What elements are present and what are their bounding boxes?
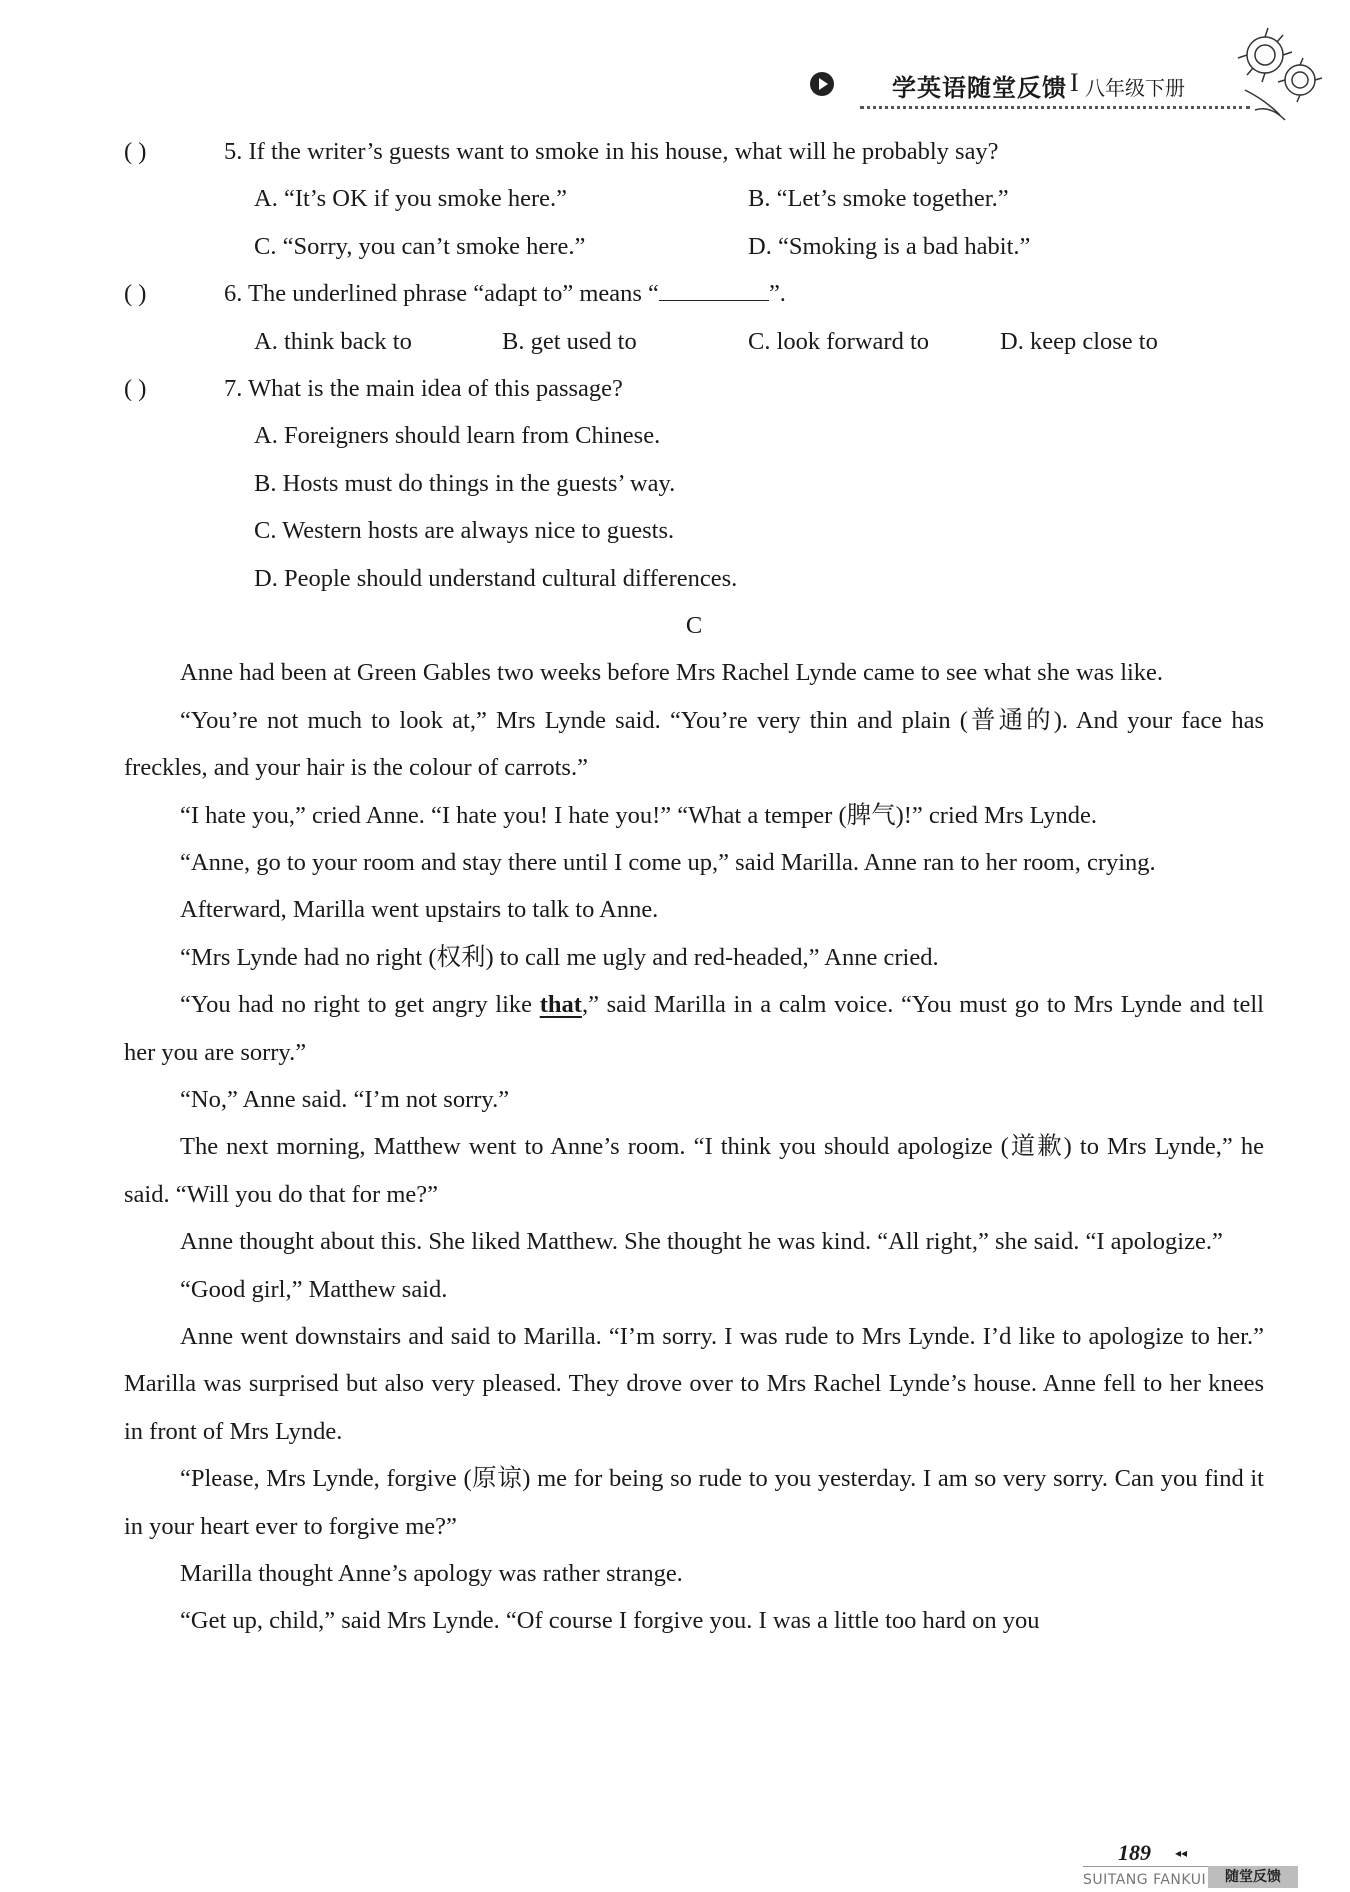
footer-badge: 随堂反馈	[1208, 1866, 1298, 1888]
passage-paragraph: Anne went downstairs and said to Marilla. “I’m sorry. I was rude to Mrs Lynde. I’d like to apologize to her.” Marilla was surprised but also very pleased. They drove over to Mrs Rachel Lynde’s house. Anne fell to her knees in front of Mrs Lynde.	[124, 1322, 1264, 1445]
option-d: D. “Smoking is a bad habit.”	[748, 232, 1031, 260]
question-7	[124, 365, 1264, 412]
option-row	[124, 175, 1264, 222]
option-d: D. People should understand cultural differences.	[254, 564, 738, 592]
option-d: D. keep close to	[1000, 327, 1158, 355]
book-subtitle: 八年级下册	[1085, 76, 1185, 100]
option-c: C. look forward to	[748, 327, 929, 355]
passage-paragraph: Afterward, Marilla went upstairs to talk to Anne.	[180, 896, 659, 924]
option-row	[124, 507, 1264, 554]
passage-paragraph: “Please, Mrs Lynde, forgive (原谅) me for being so rude to you yesterday. I am so very sorry. Can you find it in your heart ever to forgive me?”	[124, 1465, 1264, 1540]
question-6	[124, 270, 1264, 317]
passage-paragraph: “You had no right to get angry like that,” said Marilla in a calm voice. “You must go to Mrs Lynde and tell her you are sorry.”	[124, 991, 1264, 1066]
page-number: 189	[1118, 1840, 1151, 1865]
answer-paren: ( )	[124, 374, 147, 402]
header-dotted-rule	[860, 106, 1250, 109]
answer-blank	[659, 276, 769, 302]
question-text: 7. What is the main idea of this passage?	[224, 374, 623, 402]
passage-paragraph: “Mrs Lynde had no right (权利) to call me ugly and red-headed,” Anne cried.	[180, 943, 939, 971]
title-separator: I	[1070, 68, 1079, 97]
flower-decoration-icon	[1225, 20, 1335, 130]
answer-paren: ( )	[124, 138, 147, 165]
option-c: C. “Sorry, you can’t smoke here.”	[254, 232, 586, 260]
option-row	[124, 555, 1264, 602]
answer-paren: ( )	[124, 280, 147, 308]
question-5	[124, 128, 1264, 175]
page-content	[124, 128, 1264, 1645]
passage-paragraph: Anne had been at Green Gables two weeks before Mrs Rachel Lynde came to see what she was like.	[180, 659, 1164, 687]
option-a: A. Foreigners should learn from Chinese.	[254, 422, 661, 450]
option-row	[124, 318, 1264, 365]
question-text: 6. The underlined phrase “adapt to” means “ ”.	[224, 270, 786, 317]
option-a: A. “It’s OK if you smoke here.”	[254, 185, 567, 213]
book-title: 学英语随堂反馈	[892, 74, 1067, 102]
question-text: 5. If the writer’s guests want to smoke in his house, what will he probably say?	[224, 138, 999, 165]
passage-paragraph: “Good girl,” Matthew said.	[180, 1275, 448, 1303]
option-row	[124, 412, 1264, 459]
passage-paragraph: “No,” Anne said. “I’m not sorry.”	[180, 1085, 510, 1113]
passage-paragraph: Marilla thought Anne’s apology was rather strange.	[180, 1560, 683, 1588]
passage-paragraph: Anne thought about this. She liked Matthew. She thought he was kind. “All right,” she said. “I apologize.”	[180, 1228, 1223, 1256]
option-b: B. “Let’s smoke together.”	[748, 185, 1009, 213]
option-b: B. Hosts must do things in the guests’ way.	[254, 469, 676, 497]
footer-brand: SUITANG FANKUI	[1083, 1872, 1207, 1888]
option-row	[124, 460, 1264, 507]
option-b: B. get used to	[502, 327, 637, 355]
underlined-word: that	[539, 991, 582, 1019]
passage-paragraph: The next morning, Matthew went to Anne’s room. “I think you should apologize (道歉) to Mrs Lynde,” he said. “Will you do that for me?”	[124, 1133, 1264, 1208]
passage-paragraph: “Anne, go to your room and stay there until I come up,” said Marilla. Anne ran to her room, crying.	[180, 848, 1156, 876]
option-row	[124, 223, 1264, 270]
back-arrows-icon: ◂◂	[1175, 1846, 1188, 1860]
page-header	[810, 60, 1270, 110]
passage-paragraph: “You’re not much to look at,” Mrs Lynde said. “You’re very thin and plain (普通的). And your face has freckles, and your hair is the colour of carrots.”	[124, 706, 1264, 782]
option-a: A. think back to	[254, 327, 412, 355]
section-heading: C	[685, 611, 703, 639]
option-c: C. Western hosts are always nice to guests.	[254, 517, 675, 545]
passage-paragraph: “Get up, child,” said Mrs Lynde. “Of course I forgive you. I was a little too hard on you	[180, 1607, 1040, 1635]
passage-paragraph: “I hate you,” cried Anne. “I hate you! I hate you!” “What a temper (脾气)!” cried Mrs Lynde.	[180, 801, 1097, 829]
play-icon	[810, 72, 834, 96]
